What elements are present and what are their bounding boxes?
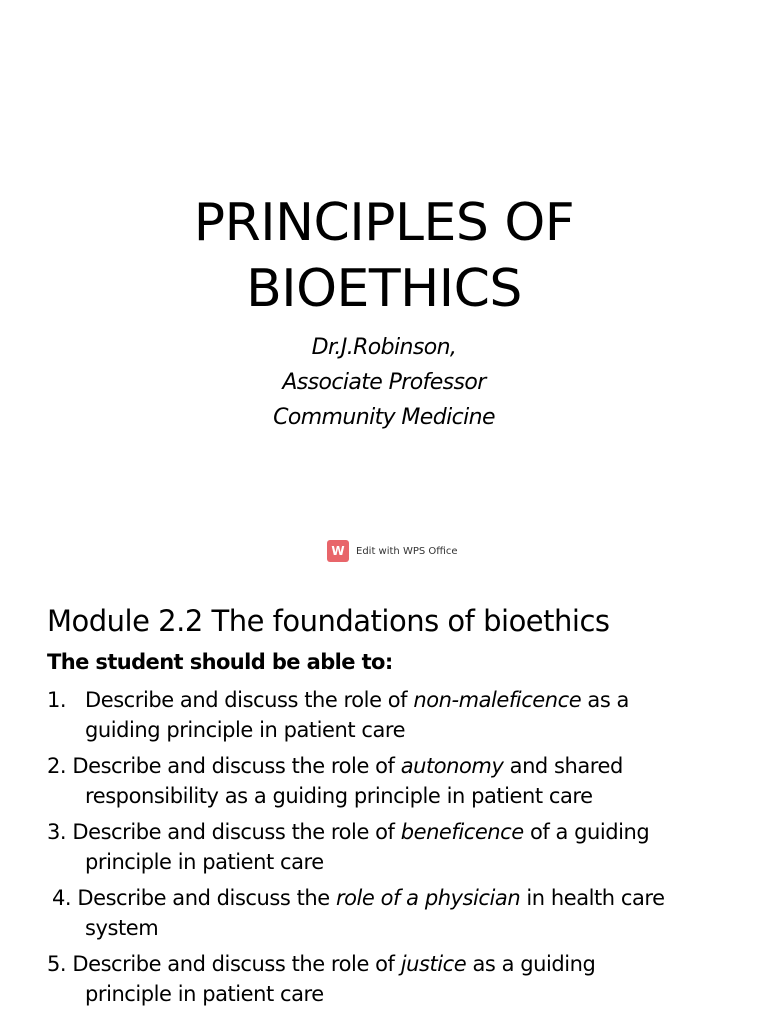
objective-line-2: principle in patient care xyxy=(85,982,324,1006)
objective-line-2: guiding principle in patient care xyxy=(85,718,406,742)
objective-number: 4. xyxy=(52,886,72,910)
objective-number: 2. xyxy=(47,754,67,778)
objective-text: Describe and discuss the role of xyxy=(85,688,408,712)
title-line-2: BIOETHICS xyxy=(246,259,522,319)
objective-line-1 xyxy=(47,817,649,847)
objective-item xyxy=(52,883,665,943)
objective-emphasis: justice xyxy=(400,952,467,976)
objective-item xyxy=(47,949,595,1009)
module-slide xyxy=(0,590,768,1024)
wps-watermark[interactable] xyxy=(327,540,458,562)
objective-emphasis: autonomy xyxy=(400,754,504,778)
author-block xyxy=(0,330,768,435)
objective-text: Describe and discuss the xyxy=(77,886,330,910)
objective-emphasis: beneficence xyxy=(400,820,524,844)
author-department: Community Medicine xyxy=(273,405,495,430)
wps-logo-icon: W xyxy=(327,540,349,562)
wps-watermark-label: Edit with WPS Office xyxy=(356,545,458,557)
objective-number: 5. xyxy=(47,952,67,976)
slide-title xyxy=(0,190,768,322)
author-position: Associate Professor xyxy=(282,370,486,395)
title-line-1: PRINCIPLES OF xyxy=(193,193,575,253)
objective-line-1 xyxy=(47,949,595,979)
objective-number: 3. xyxy=(47,820,67,844)
objective-item xyxy=(47,685,629,745)
module-subheading: The student should be able to: xyxy=(47,650,393,674)
objective-text: Describe and discuss the role of xyxy=(72,820,395,844)
objective-line-2: system xyxy=(85,916,159,940)
objective-line-2: principle in patient care xyxy=(85,850,324,874)
objective-emphasis: role of a physician xyxy=(335,886,521,910)
objective-line-1 xyxy=(47,685,629,715)
author-name: Dr.J.Robinson, xyxy=(311,335,457,360)
objective-line-1 xyxy=(52,883,665,913)
objective-item xyxy=(47,751,623,811)
objective-text: Describe and discuss the role of xyxy=(72,952,395,976)
objective-line-2: responsibility as a guiding principle in patient care xyxy=(85,784,593,808)
objective-text-after: of a guiding xyxy=(529,820,650,844)
objective-number: 1. xyxy=(47,688,67,712)
objective-emphasis: non-maleficence xyxy=(413,688,582,712)
objective-item xyxy=(47,817,649,877)
objective-text-after: and shared xyxy=(509,754,623,778)
module-heading: Module 2.2 The foundations of bioethics xyxy=(47,604,610,638)
objective-text-after: as a xyxy=(587,688,629,712)
objective-text-after: as a guiding xyxy=(472,952,596,976)
objective-line-1 xyxy=(47,751,623,781)
objective-text: Describe and discuss the role of xyxy=(72,754,395,778)
objective-text-after: in health care xyxy=(526,886,665,910)
